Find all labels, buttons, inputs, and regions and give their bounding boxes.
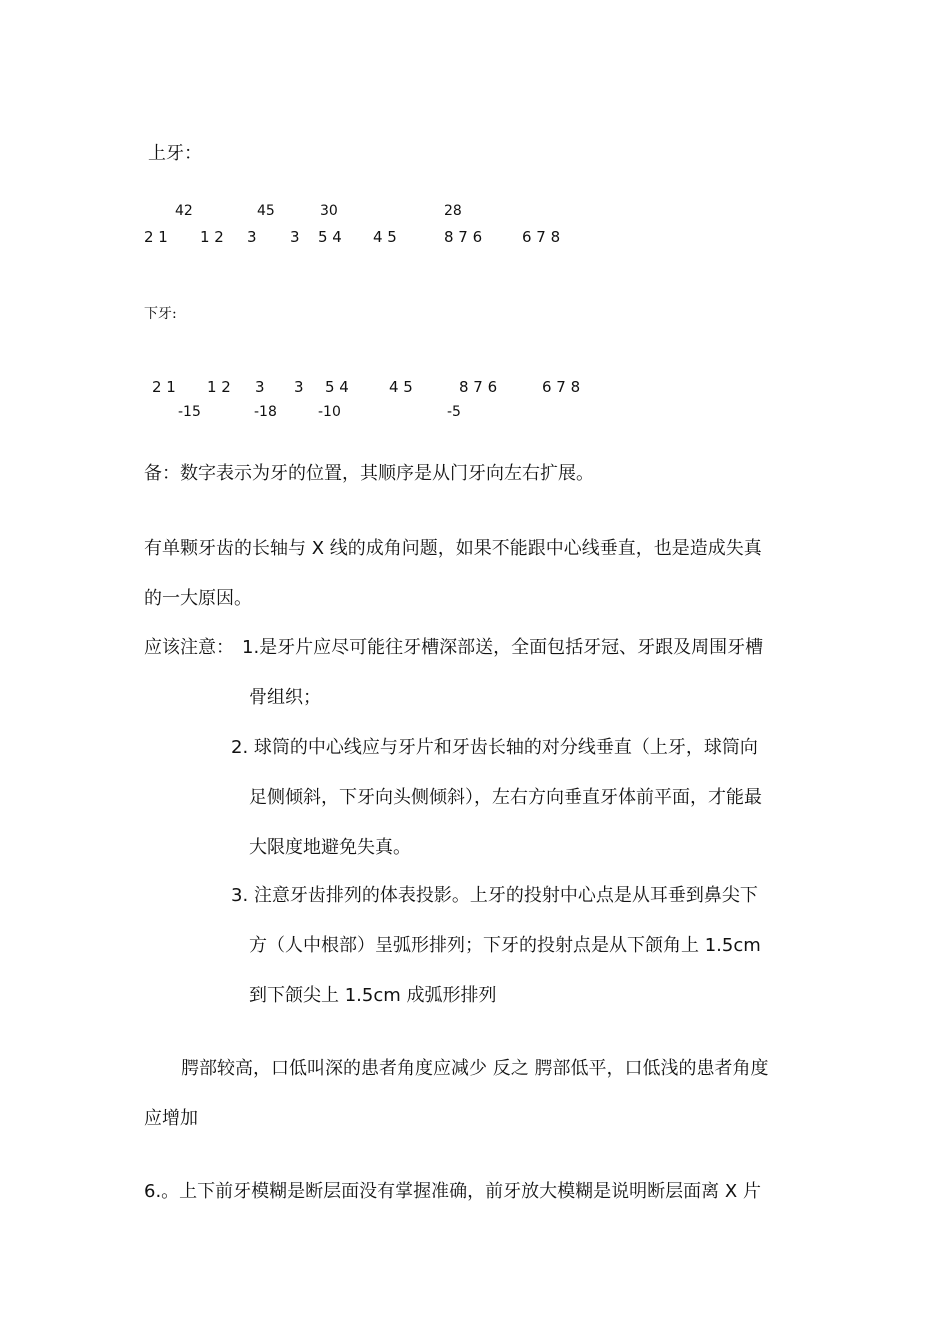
lower-tooth-group-8: 6 7 8 — [542, 378, 581, 396]
attention-item-1-line-1: 1.是牙片应尽可能往牙槽深部送，全面包括牙冠、牙跟及周围牙槽 — [242, 637, 764, 658]
attention-item-2-line-1: 2. 球筒的中心线应与牙片和牙齿长轴的对分线垂直（上牙，球筒向 — [231, 737, 758, 758]
upper-angle-1: 42 — [175, 203, 193, 219]
lower-tooth-group-7: 8 7 6 — [459, 378, 498, 396]
lower-tooth-group-1: 2 1 — [152, 378, 176, 396]
upper-tooth-group-6: 4 5 — [373, 228, 397, 246]
lower-angle-3: -10 — [318, 404, 341, 420]
upper-tooth-group-5: 5 4 — [318, 228, 342, 246]
upper-angle-2: 45 — [257, 203, 275, 219]
lower-tooth-group-6: 4 5 — [389, 378, 413, 396]
upper-tooth-group-2: 1 2 — [200, 228, 224, 246]
note-text: 备：数字表示为牙的位置，其顺序是从门牙向左右扩展。 — [144, 463, 594, 484]
attention-item-3-line-1: 3. 注意牙齿排列的体表投影。上牙的投射中心点是从耳垂到鼻尖下 — [231, 885, 758, 906]
attention-label: 应该注意： — [144, 637, 234, 658]
lower-angle-1: -15 — [178, 404, 201, 420]
attention-item-1-line-2: 骨组织； — [249, 687, 321, 708]
lower-teeth-heading: 下牙: — [144, 306, 177, 322]
attention-item-3-line-3: 到下颌尖上 1.5cm 成弧形排列 — [249, 985, 497, 1006]
lower-angle-4: -5 — [447, 404, 461, 420]
attention-item-3-line-2: 方（人中根部）呈弧形排列；下牙的投射点是从下颌角上 1.5cm — [249, 935, 761, 956]
lower-angle-2: -18 — [254, 404, 277, 420]
upper-angle-3: 30 — [320, 203, 338, 219]
paragraph-1-line-2: 的一大原因。 — [144, 588, 252, 609]
upper-tooth-group-7: 8 7 6 — [444, 228, 483, 246]
attention-item-2-line-3: 大限度地避免失真。 — [249, 837, 411, 858]
paragraph-2-line-2: 应增加 — [144, 1108, 198, 1129]
lower-tooth-group-2: 1 2 — [207, 378, 231, 396]
paragraph-1-line-1: 有单颗牙齿的长轴与 X 线的成角问题，如果不能跟中心线垂直，也是造成失真 — [144, 538, 762, 559]
upper-tooth-group-1: 2 1 — [144, 228, 168, 246]
lower-tooth-group-5: 5 4 — [325, 378, 349, 396]
upper-tooth-group-8: 6 7 8 — [522, 228, 561, 246]
paragraph-2-line-1: 腭部较高，口低叫深的患者角度应减少 反之 腭部低平，口低浅的患者角度 — [181, 1058, 769, 1079]
lower-tooth-group-4: 3 — [294, 378, 304, 396]
attention-item-2-line-2: 足侧倾斜，下牙向头侧倾斜），左右方向垂直牙体前平面，才能最 — [249, 787, 762, 808]
upper-tooth-group-3: 3 — [247, 228, 257, 246]
upper-tooth-group-4: 3 — [290, 228, 300, 246]
lower-tooth-group-3: 3 — [255, 378, 265, 396]
upper-angle-4: 28 — [444, 203, 462, 219]
upper-teeth-heading: 上牙： — [148, 143, 202, 164]
paragraph-3: 6.。上下前牙模糊是断层面没有掌握准确，前牙放大模糊是说明断层面离 X 片 — [144, 1181, 761, 1202]
